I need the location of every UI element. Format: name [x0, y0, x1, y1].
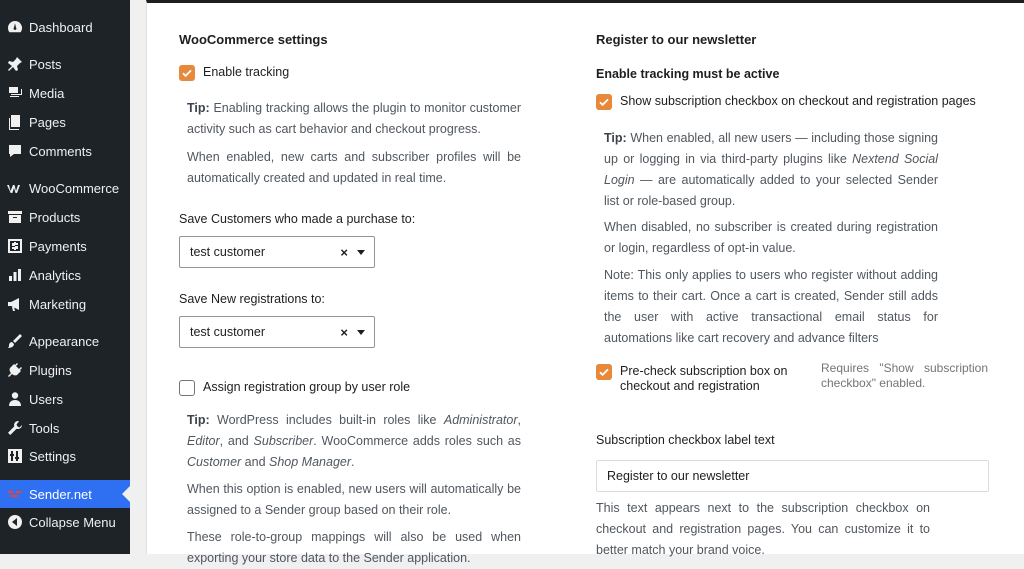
user-icon	[7, 391, 23, 407]
selected-value: test customer	[190, 245, 266, 259]
sidebar-item-pages[interactable]	[0, 108, 130, 136]
show-checkbox-checkbox[interactable]	[596, 94, 612, 110]
comment-icon	[7, 143, 23, 159]
sidebar-item-sender-net[interactable]	[0, 480, 130, 508]
label-text-help: This text appears next to the subscription checkbox on checkout and registration pages. You can customize it to better match your brand voice.	[596, 501, 930, 557]
enable-tracking-checkbox[interactable]	[179, 65, 195, 81]
show-checkbox-label: Show subscription checkbox on checkout and registration pages	[620, 94, 976, 108]
admin-sidebar	[0, 0, 130, 554]
precheck-row[interactable]	[596, 364, 801, 394]
sidebar-item-label: Marketing	[29, 296, 87, 312]
settings-panel	[146, 0, 1024, 565]
label-text-input[interactable]: Register to our newsletter	[596, 460, 989, 492]
pages-icon	[7, 114, 23, 130]
sidebar-item-label: Tools	[29, 420, 60, 436]
collapse-icon	[7, 514, 23, 530]
save-registrations-select[interactable]	[179, 316, 375, 348]
sidebar-item-comments[interactable]	[0, 137, 130, 165]
clear-selection-icon[interactable]: ×	[340, 325, 348, 340]
newsletter-tip: Tip: When enabled, all new users — including those signing up or logging in via third-party plugins like Nextend Social Login — are automatically added to your selected Sender list or role-based group.	[604, 131, 938, 208]
sidebar-item-appearance[interactable]	[0, 327, 130, 355]
section-title: Register to our newsletter	[596, 32, 757, 47]
label-text-title: Subscription checkbox label text	[596, 433, 775, 447]
sidebar-item-label: Sender.net	[29, 486, 92, 502]
sidebar-collapse-menu[interactable]	[0, 508, 130, 536]
disabled-note: When disabled, no subscriber is created during registration or login, regardless of opt-in value.	[604, 220, 938, 255]
megaphone-icon	[7, 296, 23, 312]
enable-tracking-row[interactable]	[179, 65, 289, 81]
sidebar-item-label: Posts	[29, 56, 62, 72]
plug-icon	[7, 362, 23, 378]
roles-tip: Tip: WordPress includes built-in roles like Administrator, Editor, and Subscriber. WooCommerce adds roles such as Customer and Shop Manager.	[187, 413, 521, 469]
save-customers-label: Save Customers who made a purchase to:	[179, 212, 416, 226]
sidebar-item-label: Users	[29, 391, 63, 407]
sidebar-item-label: Dashboard	[29, 19, 93, 35]
woocommerce-icon	[7, 180, 23, 196]
sidebar-item-label: Appearance	[29, 333, 100, 349]
sidebar-item-label: Payments	[29, 238, 87, 254]
roles-enabled-note: When this option is enabled, new users will automatically be assigned to a Sender group based on their role.	[187, 482, 521, 517]
sidebar-item-woocommerce[interactable]	[0, 174, 130, 202]
sidebar-item-payments[interactable]	[0, 232, 130, 260]
sidebar-item-posts[interactable]	[0, 50, 130, 78]
dollar-icon	[7, 238, 23, 254]
selected-value: test customer	[190, 325, 266, 339]
settings-icon	[7, 448, 23, 464]
sidebar-item-products[interactable]	[0, 203, 130, 231]
precheck-label: Pre-check subscription box on checkout and registration	[620, 364, 788, 393]
sidebar-item-media[interactable]	[0, 79, 130, 107]
sidebar-item-plugins[interactable]	[0, 356, 130, 384]
sidebar-item-label: Collapse Menu	[29, 514, 116, 530]
sidebar-item-tools[interactable]	[0, 414, 130, 442]
sidebar-item-label: Pages	[29, 114, 66, 130]
assign-group-label: Assign registration group by user role	[203, 380, 411, 394]
assign-group-checkbox[interactable]	[179, 380, 195, 396]
clear-selection-icon[interactable]: ×	[340, 245, 348, 260]
sidebar-item-label: Settings	[29, 448, 76, 464]
cart-note: Note: This only applies to users who register without adding items to their cart. Once a cart is created, Sender still adds the user with active transactional email status for automations like cart recovery and advance filters	[604, 268, 938, 345]
enable-tracking-label: Enable tracking	[203, 65, 290, 79]
chevron-down-icon[interactable]	[357, 250, 365, 255]
save-customers-select[interactable]	[179, 236, 375, 268]
sidebar-item-label: Plugins	[29, 362, 72, 378]
tracking-required-note: Enable tracking must be active	[596, 67, 780, 81]
sidebar-item-label: WooCommerce	[29, 180, 120, 196]
show-checkbox-row[interactable]	[596, 94, 976, 110]
sidebar-item-dashboard[interactable]	[0, 13, 130, 41]
dashboard-icon	[7, 19, 23, 35]
main-content	[130, 0, 1024, 565]
precheck-checkbox[interactable]	[596, 364, 612, 380]
assign-group-row[interactable]	[179, 380, 410, 396]
archive-icon	[7, 209, 23, 225]
media-icon	[7, 85, 23, 101]
brush-icon	[7, 333, 23, 349]
bar-chart-icon	[7, 267, 23, 283]
precheck-requirement: Requires "Show subscription checkbox" enabled.	[821, 361, 988, 390]
pin-icon	[7, 56, 23, 72]
sidebar-item-users[interactable]	[0, 385, 130, 413]
wrench-icon	[7, 420, 23, 436]
chevron-down-icon[interactable]	[357, 330, 365, 335]
sidebar-item-analytics[interactable]	[0, 261, 130, 289]
sidebar-item-label: Analytics	[29, 267, 82, 283]
sidebar-item-marketing[interactable]	[0, 290, 130, 318]
roles-mapping-note: These role-to-group mappings will also be used when exporting your store data to the Sender application.	[187, 530, 521, 565]
tracking-enabled-note: When enabled, new carts and subscriber profiles will be automatically created and updated in real time.	[187, 150, 521, 185]
sidebar-item-label: Comments	[29, 143, 92, 159]
sidebar-item-label: Media	[29, 85, 65, 101]
sidebar-item-settings[interactable]	[0, 442, 130, 470]
sender-icon	[7, 486, 23, 502]
section-title: WooCommerce settings	[179, 32, 328, 47]
tracking-tip: Tip: Enabling tracking allows the plugin to monitor customer activity such as cart behavior and checkout progress.	[187, 101, 521, 136]
save-registrations-label: Save New registrations to:	[179, 292, 325, 306]
sidebar-item-label: Products	[29, 209, 81, 225]
